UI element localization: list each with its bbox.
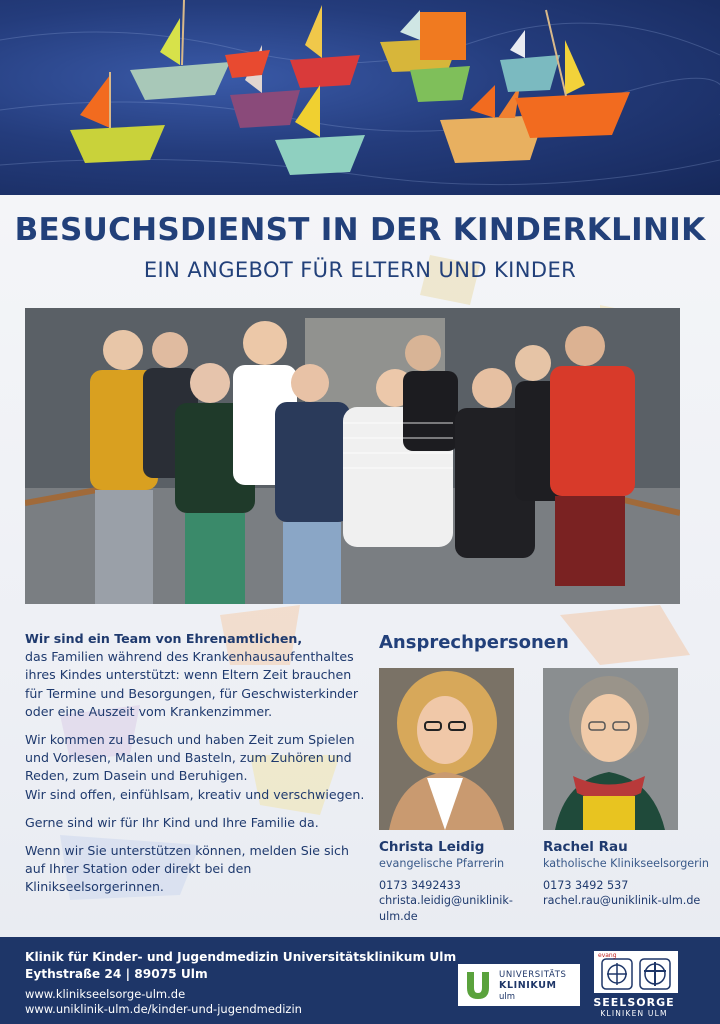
contact-email[interactable]: christa.leidig@uniklinik-ulm.de — [379, 894, 513, 923]
portrait-christa-leidig — [379, 668, 514, 830]
contact-name: Rachel Rau — [543, 839, 628, 855]
intro-paragraph-4: Wenn wir Sie unterstützen können, melden Sie sich auf Ihrer Station oder direkt bei den Klinikseelsorgerinnen. — [25, 843, 349, 895]
uniklinikum-u-icon — [464, 970, 492, 1000]
cross-rose-icon — [602, 959, 632, 989]
contact-card-rachel — [543, 838, 713, 909]
footer-link-uniklinik[interactable]: www.uniklinik-ulm.de/kinder-und-jugendmedizin — [25, 1001, 302, 1016]
seelsorge-kliniken-ulm-logo — [590, 950, 678, 1020]
intro-text — [25, 630, 370, 907]
footer-link-seelsorge[interactable]: www.klinikseelsorge-ulm.de — [25, 987, 186, 1001]
footer-links — [25, 987, 302, 1016]
contact-role: katholische Klinikseelsorgerin — [543, 857, 709, 870]
intro-paragraph-1 — [25, 630, 370, 721]
contact-phone[interactable]: 0173 3492 537 — [543, 878, 629, 892]
intro-lead: Wir sind ein Team von Ehrenamtlichen, — [25, 631, 303, 646]
page-title: BESUCHSDIENST IN DER KINDERKLINIK — [14, 212, 706, 248]
contact-role: evangelische Pfarrerin — [379, 857, 505, 870]
uniklinikum-ulm-logo — [458, 964, 580, 1006]
hero-boats-image — [0, 0, 720, 195]
portrait-rachel-rau — [543, 668, 678, 830]
contacts-heading: Ansprechpersonen — [379, 632, 569, 653]
contact-name: Christa Leidig — [379, 839, 485, 855]
contact-phone[interactable]: 0173 3492433 — [379, 878, 461, 892]
church-cross-icon — [640, 959, 670, 989]
footer-address-block — [25, 949, 456, 983]
seel-logo-line1: SEELSORGE — [593, 996, 675, 1009]
seelsorge-emblems — [593, 950, 679, 994]
intro-paragraph-3: Gerne sind wir für Ihr Kind und Ihre Familie da. — [25, 814, 319, 830]
footer-address: Eythstraße 24 | 89075 Ulm — [25, 967, 208, 981]
team-photo — [25, 308, 680, 604]
contact-email[interactable]: rachel.rau@uniklinik-ulm.de — [543, 894, 701, 907]
footer-org: Klinik für Kinder- und Jugendmedizin Universitätsklinikum Ulm — [25, 950, 457, 964]
seel-evang-tag: evang — [598, 952, 617, 959]
intro-activities: Wir kommen zu Besuch und haben Zeit zum Spielen und Vorlesen, Malen und Basteln, zum Zuhören und Reden, zum Dasein und Beruhigen. — [25, 732, 355, 784]
intro-paragraph-2 — [25, 731, 370, 804]
intro-lead-rest: das Familien während des Krankenhausaufenthaltes ihres Kindes unterstützt: wenn Eltern Zeit brauchen für Termine und Besorgungen, für Geschwisterkinder oder eine Auszeit vom Krankenzimmer. — [25, 649, 359, 719]
intro-qualities: Wir sind offen, einfühlsam, kreativ und verschwiegen. — [25, 786, 365, 802]
page-subtitle: EIN ANGEBOT FÜR ELTERN UND KINDER — [143, 258, 577, 282]
contact-card-christa — [379, 838, 539, 924]
seel-logo-line2: KLINIKEN ULM — [600, 1009, 668, 1018]
uni-logo-line3: ulm — [499, 992, 516, 1002]
uni-logo-line2: KLINIKUM — [499, 980, 557, 991]
uni-logo-line1: UNIVERSITÄTS — [499, 970, 567, 980]
